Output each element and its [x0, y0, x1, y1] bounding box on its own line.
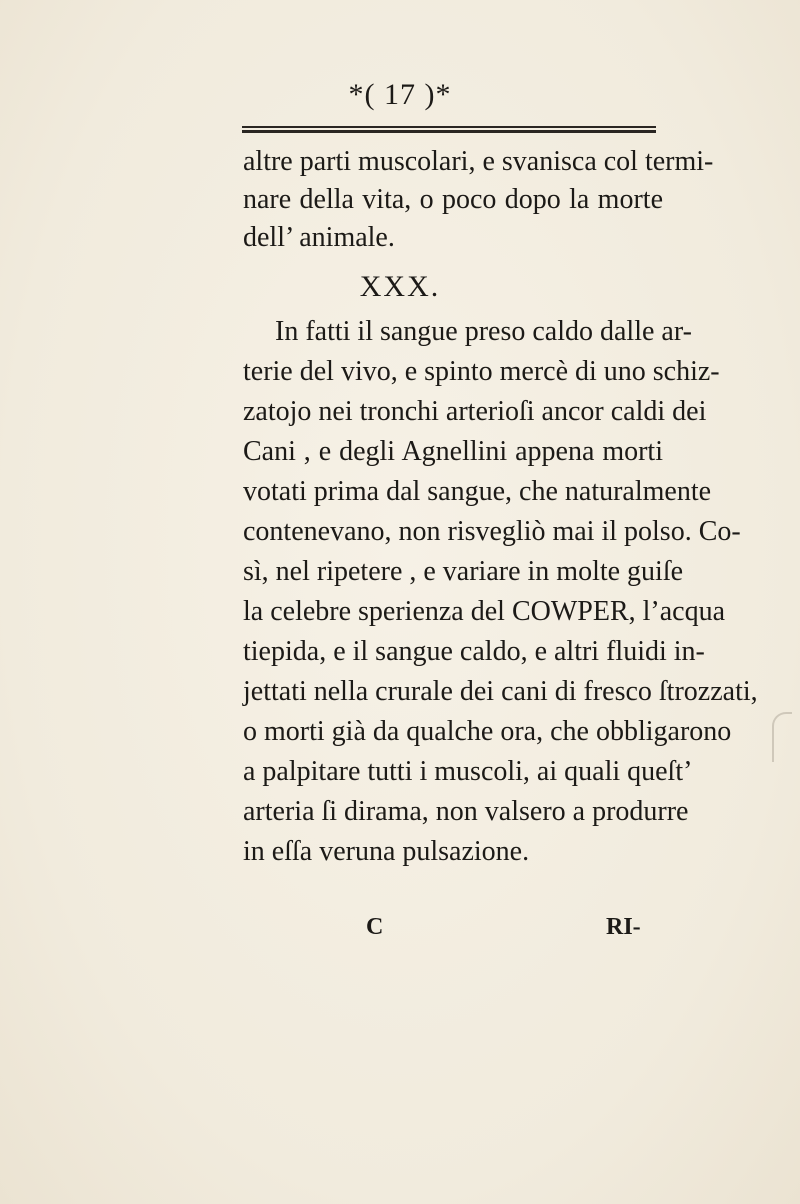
paper-stain: [772, 712, 792, 762]
text-line: Cani , e degli Agnellini appena morti: [243, 436, 663, 467]
catchword: RI-: [606, 914, 641, 940]
text-line: in eſſa veruna pulsazione.: [243, 836, 530, 867]
text-line: a palpitare tutti i muscoli, ai quali queſt’: [243, 756, 693, 787]
text-line: altre parti muscolari, e svanisca col termi-: [243, 146, 714, 177]
text-line: dell’ animale.: [243, 222, 395, 253]
section-number: XXX.: [359, 270, 441, 303]
text-line: tiepida, e il sangue caldo, e altri fluidi in-: [243, 636, 705, 667]
text-line: arteria ſi dirama, non valsero a produrre: [243, 796, 689, 827]
text-line: contenevano, non risvegliò mai il polso. Co-: [243, 516, 741, 547]
text-line: nare della vita, o poco dopo la morte: [243, 184, 663, 215]
text-line: In fatti il sangue preso caldo dalle ar-: [275, 316, 692, 347]
text-line: jettati nella crurale dei cani di fresco ſtrozzati,: [243, 676, 758, 707]
text-line: terie del vivo, e spinto mercè di uno schiz-: [243, 356, 720, 387]
text-line: la celebre sperienza del COWPER, l’acqua: [243, 596, 726, 627]
signature-mark: C: [366, 914, 384, 940]
text-line: o morti già da qualche ora, che obbligarono: [243, 716, 732, 747]
header-rule: [242, 126, 656, 133]
text-line: sì, nel ripetere , e variare in molte guiſe: [243, 556, 684, 587]
text-line: zatojo nei tronchi arterioſi ancor caldi dei: [243, 396, 707, 427]
page-number-header: *( 17 )*: [348, 78, 452, 111]
text-line: votati prima dal sangue, che naturalmente: [243, 476, 712, 507]
